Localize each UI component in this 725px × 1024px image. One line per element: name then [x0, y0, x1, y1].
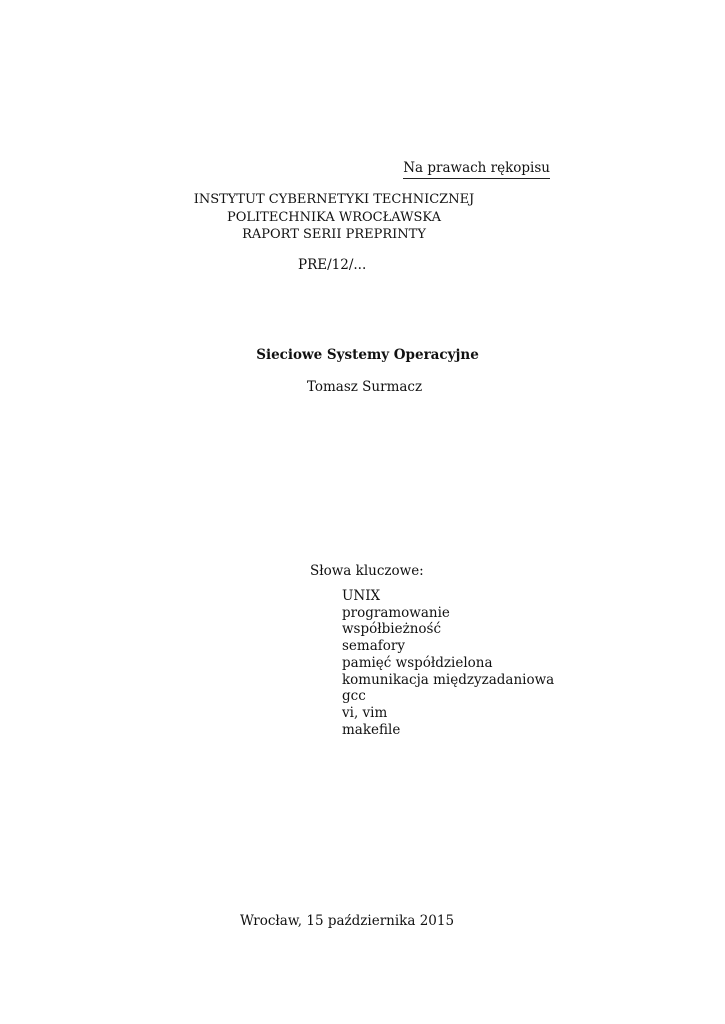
institution-line: INSTYTUT CYBERNETYKI TECHNICZNEJ: [193, 192, 475, 207]
document-title: Sieciowe Systemy Operacyjne: [256, 347, 479, 363]
keyword-item: pamięć współdzielona: [342, 654, 493, 671]
institution-line: POLITECHNIKA WROCŁAWSKA: [227, 209, 441, 225]
keyword-item: komunikacja międzyzadaniowa: [342, 671, 555, 688]
keyword-item: programowanie: [342, 604, 450, 621]
keyword-item: współbieżność: [342, 621, 442, 638]
document-author: Tomasz Surmacz: [306, 379, 423, 395]
report-number: PRE/12/...: [298, 257, 367, 273]
keyword-item: semafory: [342, 638, 405, 655]
institution-block: [0, 191, 668, 244]
keyword-item: makefile: [342, 721, 401, 738]
place-date: Wrocław, 15 października 2015: [240, 913, 455, 929]
keyword-item: gcc: [342, 688, 366, 705]
manuscript-note: Na prawach rękopisu: [403, 160, 550, 179]
keyword-item: UNIX: [342, 588, 381, 604]
keywords-heading: Słowa kluczowe:: [310, 563, 424, 579]
keywords-list: [342, 588, 554, 738]
report-series-line: RAPORT SERII PREPRINTY: [242, 227, 426, 242]
keyword-item: vi, vim: [342, 704, 388, 721]
